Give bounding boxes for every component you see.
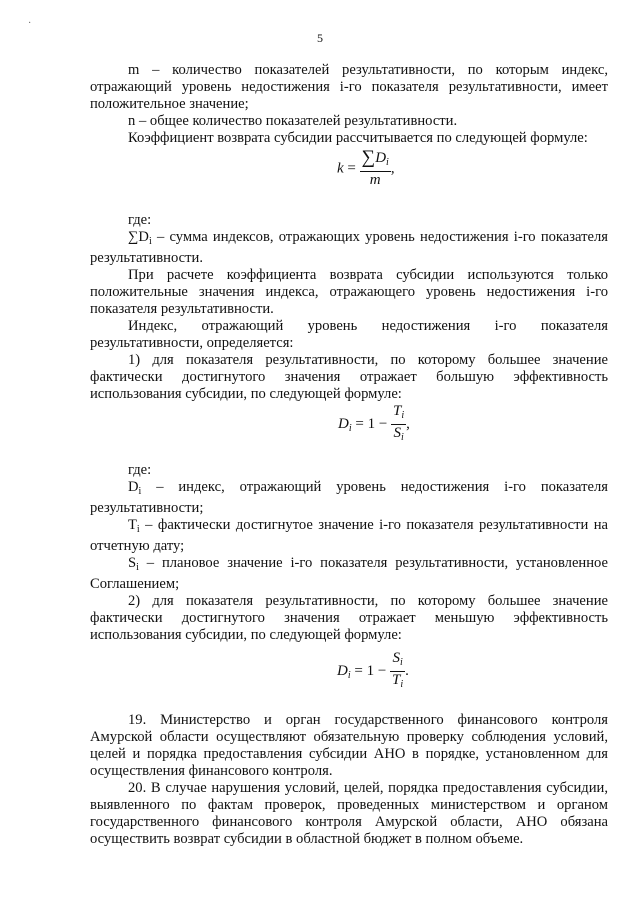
text-block-4: [90, 712, 608, 848]
page-number: 5: [317, 31, 323, 45]
paragraph-n-definition: n – общее количество показателей результативности.: [128, 113, 458, 129]
paragraph-d-definition: $D_i$ – индекс, отражающий уровень недостижения i-го показателя результативности;: [90, 479, 608, 516]
paragraph-s-definition: $S_i$ – плановое значение i-го показателя результативности, установленное Соглашением;: [90, 555, 608, 592]
paragraph-t-definition: $T_i$ – фактически достигнутое значение i-го показателя результативности на отчетную дату;: [90, 517, 608, 554]
formula-k: k = $\frac{\sum D_i}{m}$ ,: [337, 147, 395, 188]
formula-d-case-1: $D_i = 1$ − $\frac{T_i}{S_i}$ ,: [338, 403, 410, 443]
corner-mark: ·: [28, 18, 32, 29]
paragraph-positive-values: При расчете коэффициента возврата субсидии используются только положительные значения индекса, отражающего уровень недостижения i-го показателя результативности.: [90, 267, 608, 317]
text-block-1: [90, 62, 608, 147]
formula-d-case-2: $D_i = 1$ − $\frac{S_i}{T_i}$ .: [337, 650, 409, 690]
where-label-2: где:: [128, 462, 152, 478]
where-label-1: где:: [128, 212, 152, 228]
paragraph-19: 19. Министерство и орган государственного финансового контроля Амурской области осуществляют обязательную проверку соблюдения условий, целей и порядка предоставления субсидии АНО в порядке, установленном для осуществления финансового контроля.: [90, 712, 608, 779]
text-block-3: [90, 462, 608, 644]
paragraph-case-1: 1) для показателя результативности, по которому большее значение фактически достигнутого значения отражает большую эффективность использования субсидии, по следующей формуле:: [90, 352, 608, 402]
paragraph-coefficient-intro: Коэффициент возврата субсидии рассчитывается по следующей формуле:: [128, 130, 588, 146]
paragraph-20: 20. В случае нарушения условий, целей, порядка предоставления субсидии, выявленного по фактам проверок, проведенных министерством и органом государственного финансового контроля Амурской области, АНО обязана осуществить возврат субсидии в областной бюджет в полном объеме.: [90, 780, 608, 847]
paragraph-case-2: 2) для показателя результативности, по которому большее значение фактически достигнутого значения отражает меньшую эффективность использования субсидии, по следующей формуле:: [90, 593, 608, 643]
paragraph-m-definition: m – количество показателей результативности, по которым индекс, отражающий уровень недостижения i-го показателя результативности, имеет положительное значение;: [90, 62, 608, 112]
text-block-2: [90, 212, 608, 403]
paragraph-index-defined: Индекс, отражающий уровень недостижения i-го показателя результативности, определяется:: [90, 318, 608, 351]
paragraph-sum-definition: $\sum D_i$ – сумма индексов, отражающих уровень недостижения i-го показателя результативности.: [90, 229, 608, 266]
